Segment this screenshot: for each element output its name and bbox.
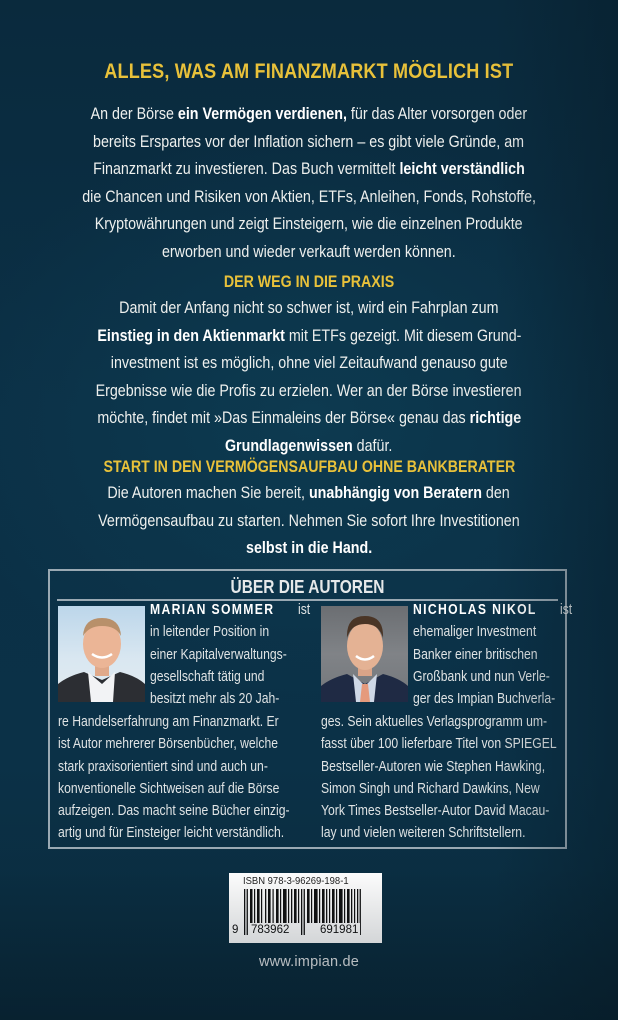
- body-text: Die Autoren machen Sie bereit,: [107, 483, 310, 502]
- text-line: [0, 349, 618, 377]
- text-line: [0, 507, 618, 535]
- text-line: [0, 210, 618, 238]
- authors-box: [48, 569, 573, 849]
- text-line: [0, 128, 618, 156]
- portrait-icon: [321, 606, 408, 702]
- body-text: erworben und wieder verkauft werden können.: [162, 241, 456, 261]
- body-text: Ergebnisse wie die Profis zu erzielen. Wer an der Börse investieren: [96, 380, 522, 400]
- barcode-digit-lead: 9: [232, 924, 239, 936]
- publisher-website-link[interactable]: www.impian.de: [258, 954, 360, 970]
- body-text: bereits Erspartes vor der Inflation sichern – es gibt viele Gründe, am: [93, 131, 525, 151]
- author-bio-nicholas-nikol-top: NICHOLAS NIKOL ist ehemaliger Investment Banker einer britischen Großbank und nun Verle- ger des Impian Buchverla-: [413, 602, 573, 708]
- emphasis-text: leicht verständlich: [399, 159, 525, 178]
- praxis-paragraph: [0, 294, 618, 459]
- intro-paragraph: [0, 100, 618, 265]
- text-line: [0, 238, 618, 266]
- text-line: [0, 100, 618, 128]
- author-photo-nicholas-nikol: [321, 606, 408, 702]
- body-text: investment ist es möglich, ohne viel Zeitaufwand genauso gute: [110, 353, 508, 372]
- barcode-digits-right: 691981: [320, 924, 359, 936]
- emphasis-text: ein Vermögen verdienen,: [178, 104, 348, 123]
- text-line: [0, 322, 618, 350]
- section-heading-praxis: DER WEG IN DIE PRAXIS: [223, 273, 395, 291]
- author-bio-marian-sommer-top: MARIAN SOMMER ist in leitender Position in einer Kapitalverwaltungs- gesellschaft tätig und besitzt mehr als 20 Jah-: [150, 602, 311, 708]
- body-text: An der Börse: [90, 104, 179, 123]
- emphasis-text: richtige: [469, 408, 521, 427]
- text-line: [0, 479, 618, 507]
- emphasis-text: Grundlagenwissen: [225, 435, 354, 455]
- authors-title: ÜBER DIE AUTOREN: [230, 577, 385, 597]
- author-bio-marian-sommer-bottom: re Handelserfahrung am Finanzmarkt. Er ist Autor mehrerer Börsenbücher, welche stark praxisorientiert sind und auch un- konventionelle Sichtweisen auf die Börse aufzeigen. Das macht seine Bücher einzig- artig und für Einsteiger leicht verständlich.: [58, 714, 290, 842]
- emphasis-text: Einstieg in den Aktienmarkt: [96, 325, 285, 345]
- vermoegensaufbau-paragraph: [0, 479, 618, 562]
- section-heading-vermoegensaufbau: START IN DEN VERMÖGENSAUFBAU OHNE BANKBERATER: [103, 458, 515, 476]
- author-photo-marian-sommer: [58, 606, 145, 702]
- body-text: Damit der Anfang nicht so schwer ist, wird ein Fahrplan zum: [119, 298, 499, 317]
- emphasis-text: unabhängig von Beratern: [309, 483, 483, 502]
- body-text: mit ETFs gezeigt. Mit diesem Grund-: [284, 325, 522, 345]
- author-name: NICHOLAS NIKOL: [413, 602, 537, 618]
- text-line: [0, 404, 618, 432]
- text-line: [0, 294, 618, 322]
- section-vermoegensaufbau: [0, 455, 618, 562]
- author-bio-nicholas-nikol-bottom: ges. Sein aktuelles Verlagsprogramm um- fasst über 100 lieferbare Titel von SPIEGEL Bestseller-Autoren wie Stephen Hawking, Simon Singh und Richard Dawkins, New York Times Bestseller-Autor David Macau- lay und vielen weiteren Schriftstellern.: [321, 714, 557, 842]
- body-text: für das Alter vorsorgen oder: [347, 104, 528, 123]
- body-text: Finanzmarkt zu investieren. Das Buch vermittelt: [93, 159, 400, 178]
- text-line: [0, 155, 618, 183]
- isbn-barcode: [229, 873, 382, 943]
- text-line: [0, 183, 618, 211]
- author-name: MARIAN SOMMER: [150, 602, 275, 618]
- isbn-label: ISBN 978-3-96269-198-1: [243, 875, 349, 887]
- body-text: den: [482, 483, 511, 502]
- portrait-icon: [58, 606, 145, 702]
- body-text: dafür.: [353, 435, 393, 455]
- emphasis-text: selbst in die Hand.: [245, 538, 373, 557]
- body-text: Kryptowährungen und zeigt Einsteigern, wie die einzelnen Produkte: [95, 214, 523, 233]
- body-text: möchte, findet mit »Das Einmaleins der Börse« genau das: [97, 408, 470, 427]
- section-praxis: [0, 270, 618, 459]
- body-text: Vermögensaufbau zu starten. Nehmen Sie sofort Ihre Investitionen: [98, 510, 520, 530]
- main-heading: ALLES, WAS AM FINANZMARKT MÖGLICH IST: [104, 60, 514, 83]
- text-line: [0, 534, 618, 562]
- body-text: die Chancen und Risiken von Aktien, ETFs, Anleihen, Fonds, Rohstoffe,: [82, 186, 536, 206]
- barcode-digits-left: 783962: [251, 924, 290, 936]
- text-line: [0, 377, 618, 405]
